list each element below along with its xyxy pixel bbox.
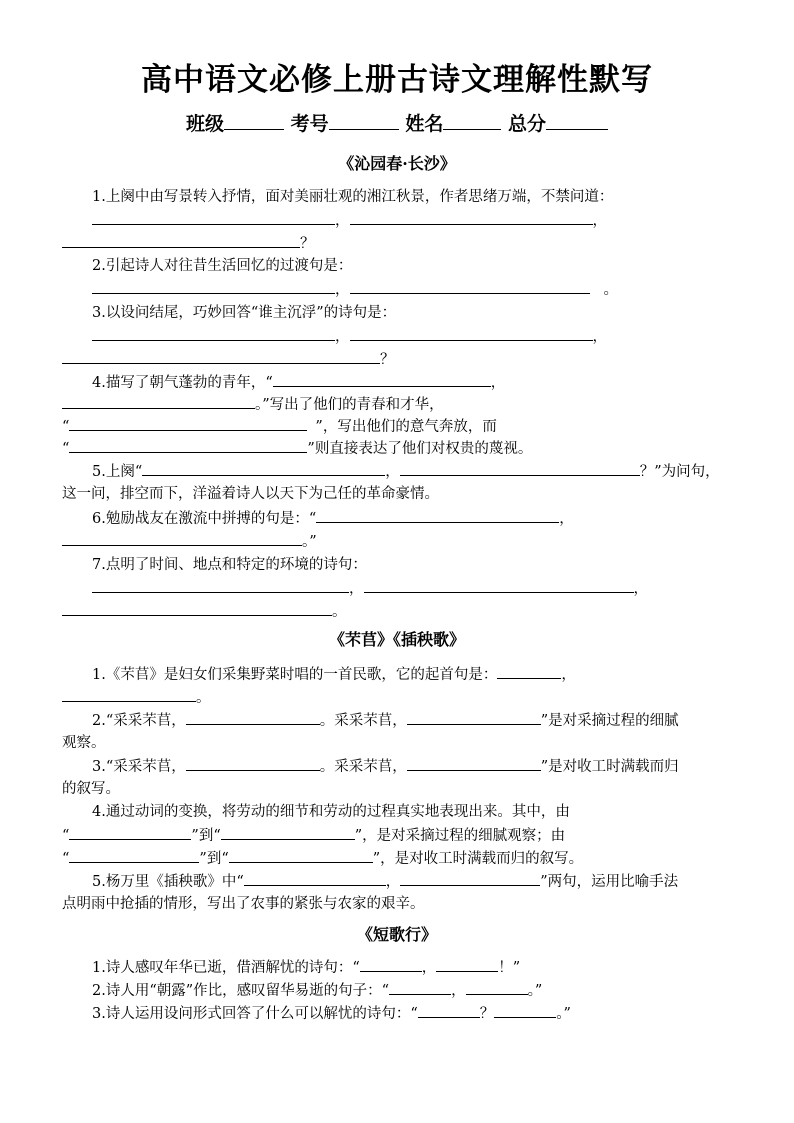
s2-q1-line-2: 。: [62, 686, 211, 709]
answer-blank[interactable]: [69, 415, 307, 431]
answer-blank[interactable]: [62, 686, 196, 702]
answer-blank[interactable]: [62, 393, 255, 409]
answer-blank[interactable]: [221, 824, 355, 840]
s1-q1-answer-line: ， ，: [92, 209, 607, 232]
s1-q7-answer-line-2: 。: [62, 600, 347, 623]
answer-blank[interactable]: [360, 956, 422, 972]
section-title-duangexing: 《短歌行》: [356, 925, 437, 944]
s2-q1-line-1: 1.《芣苢》是妇女们采集野菜时唱的一首民歌，它的起首句是： ，: [92, 663, 576, 686]
answer-blank[interactable]: [62, 530, 302, 546]
s1-q4-line-4: “ ”则直接表达了他们对权贵的蔑视。: [62, 437, 532, 460]
answer-blank[interactable]: [407, 755, 541, 771]
answer-blank[interactable]: [350, 278, 590, 294]
name-blank[interactable]: [443, 111, 501, 130]
answer-blank[interactable]: [418, 1002, 480, 1018]
answer-blank[interactable]: [400, 460, 640, 476]
s2-q4-line-3: “ ”到“ ”，是对收工时满载而归的叙写。: [62, 847, 583, 870]
answer-blank[interactable]: [62, 348, 380, 364]
score-blank[interactable]: [546, 111, 608, 130]
answer-blank[interactable]: [92, 577, 349, 593]
s1-q2-text: 2.引起诗人对往昔生活回忆的过渡句是：: [92, 258, 353, 274]
s2-q3-line-2: 的叙写。: [62, 781, 120, 797]
answer-blank[interactable]: [436, 956, 498, 972]
s2-q4-line-1: 4.通过动词的变换，将劳动的细节和劳动的过程真实地表现出来。其中，由: [92, 804, 570, 820]
s1-q7-text: 7.点明了时间、地点和特定的环境的诗句：: [92, 557, 367, 573]
s2-q4-line-2: “ ”到“ ”，是对采摘过程的细腻观察；由: [62, 824, 565, 847]
s2-q5-line-2: 点明雨中抢插的情形，写出了农事的紧张与农家的艰辛。: [62, 896, 425, 912]
s1-q6-line-1: 6.勉励战友在激流中拼搏的句是：“ ，: [92, 507, 574, 530]
s2-q2-line-2: 观察。: [62, 735, 106, 751]
answer-blank[interactable]: [273, 371, 491, 387]
s2-q5-line-1: 5.杨万里《插秧歌》中“ ， ”两句，运用比喻手法: [92, 870, 678, 893]
s1-q3-answer-line: ， ，: [92, 325, 607, 348]
s1-q2-answer-line: ， 。: [92, 278, 618, 301]
answer-blank[interactable]: [92, 209, 335, 225]
answer-blank[interactable]: [186, 755, 320, 771]
s2-q2-line-1: 2.“采采芣苢， 。采采芣苢， ”是对采摘过程的细腻: [92, 709, 679, 732]
answer-blank[interactable]: [142, 460, 385, 476]
answer-blank[interactable]: [316, 507, 559, 523]
s1-q5-line-1: 5.上阕“ ， ？”为问句，: [92, 460, 720, 483]
s1-q4-line-2: 。”写出了他们的青春和才华，: [62, 393, 444, 416]
section-title-fuyi-chayang: 《芣苢》《插秧歌》: [328, 630, 465, 649]
answer-blank[interactable]: [407, 709, 541, 725]
answer-blank[interactable]: [350, 209, 593, 225]
answer-blank[interactable]: [92, 278, 335, 294]
answer-blank[interactable]: [69, 824, 191, 840]
exam-no-blank[interactable]: [329, 111, 399, 130]
s1-q7-answer-line: ， ，: [92, 577, 648, 600]
answer-blank[interactable]: [69, 847, 199, 863]
s1-q3-text: 3.以设问结尾，巧妙回答“谁主沉浮”的诗句是：: [92, 305, 397, 321]
section-title-qinyuanchun: 《沁园春·长沙》: [338, 154, 456, 173]
s1-q5-line-2: 这一问，排空而下，洋溢着诗人以天下为己任的革命豪情。: [62, 486, 439, 502]
class-label: 班级: [186, 113, 225, 135]
answer-blank[interactable]: [400, 870, 540, 886]
s1-q3-answer-line-2: ？: [62, 348, 395, 371]
answer-blank[interactable]: [494, 1002, 556, 1018]
score-label: 总分: [507, 113, 546, 135]
s3-q3-line: 3.诗人运用设问形式回答了什么可以解忧的诗句：“ ？ 。”: [92, 1002, 571, 1025]
class-blank[interactable]: [224, 111, 284, 130]
s2-q3-line-1: 3.“采采芣苢， 。采采芣苢， ”是对收工时满载而归: [92, 755, 679, 778]
s3-q2-line: 2.诗人用“朝露”作比，感叹留华易逝的句子：“ ， 。”: [92, 979, 542, 1002]
page-title: 高中语文必修上册古诗文理解性默写: [141, 62, 653, 98]
s1-q1-answer-line-2: ？: [62, 232, 315, 255]
exam-no-label: 考号: [290, 113, 329, 135]
answer-blank[interactable]: [466, 979, 528, 995]
s3-q1-line: 1.诗人感叹年华已逝，借酒解忧的诗句：“ ， ！”: [92, 956, 520, 979]
answer-blank[interactable]: [62, 232, 300, 248]
s1-q6-line-2: 。”: [62, 530, 317, 553]
s1-q1-text: 1.上阕中由写景转入抒情，面对美丽壮观的湘江秋景，作者思绪万端，不禁问道：: [92, 189, 614, 205]
answer-blank[interactable]: [69, 437, 307, 453]
s1-q4-line-3: “ ”，写出他们的意气奔放，而: [62, 415, 497, 438]
s1-q4-line-1: 4.描写了朝气蓬勃的青年，“ ，: [92, 371, 505, 394]
answer-blank[interactable]: [62, 600, 332, 616]
student-info-row: [0, 110, 794, 138]
answer-blank[interactable]: [244, 870, 386, 886]
answer-blank[interactable]: [186, 709, 320, 725]
answer-blank[interactable]: [497, 663, 561, 679]
name-label: 姓名: [405, 113, 444, 135]
answer-blank[interactable]: [92, 325, 335, 341]
answer-blank[interactable]: [364, 577, 634, 593]
answer-blank[interactable]: [389, 979, 451, 995]
answer-blank[interactable]: [350, 325, 593, 341]
answer-blank[interactable]: [229, 847, 373, 863]
